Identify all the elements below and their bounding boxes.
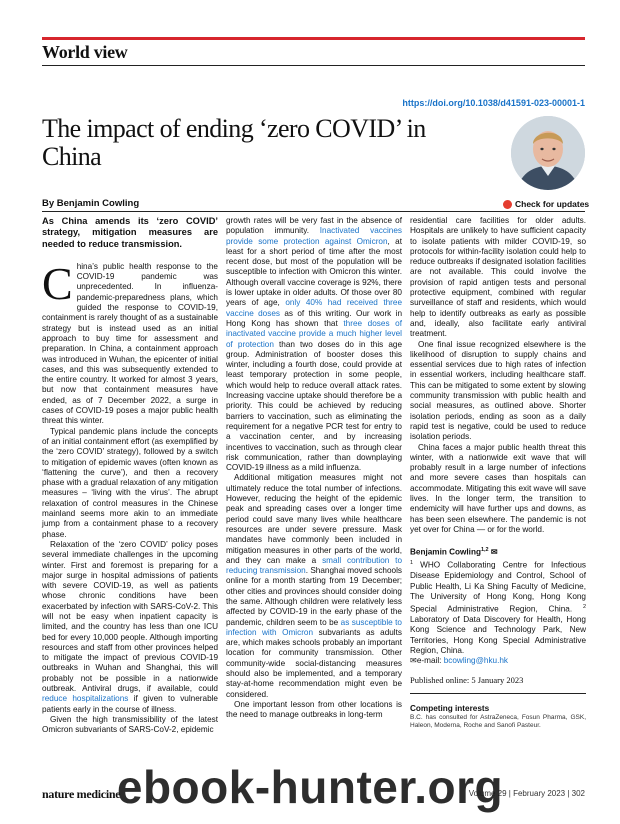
paragraph: China faces a major public health threat this winter, with a nationwide exit wave that will probably result in a large number of infections and more severe cases than hospitals can accommodate. Mitigating this exit wave will save lives. In the longer term, the transition to endemicity will have further ups and downs, as has been seen elsewhere. The pandemic is not yet over for China — or for the world. — [410, 442, 586, 534]
issue-info: Volume 29 | February 2023 | 302 — [468, 789, 585, 798]
header-rule — [42, 65, 585, 66]
inline-link[interactable]: small contribution to reducing transmission — [226, 555, 403, 576]
affiliation-1: $^1$ WHO Collaborating Centre for Infectious Disease Epidemiology and Control, School of Public Health, Li Ka Shing Faculty of Medicine, The University of Hong Kong, Hong Kong Special Administrative Region, China. $^2$ Laboratory of Data Discovery for Health, Hong Kong Science and Technology Park, New Territories, Hong Kong Special Administrative Region, China. — [410, 560, 586, 656]
section-label: World view — [42, 42, 128, 62]
paragraph: Typical pandemic plans include the concepts of an initial containment effort (as exemplified by the ‘zero COVID’ strategy), followed by a switch to mitigation of epidemic waves (often known as ‘flattening the curve’), and then a recovery phase with a gradual relaxation of any mitigation measures – ‘living with the virus’. The abrupt relaxation of control measures in the Chinese mainland seems more akin to an immediate jump from a containment phase to a recovery phase. — [42, 426, 218, 539]
drop-cap: C — [42, 257, 73, 309]
competing-interests-heading: Competing interests — [410, 703, 490, 713]
byline: By Benjamin Cowling — [42, 198, 140, 209]
paragraph: Given the high transmissibility of the latest Omicron subvariants of SARS-CoV-2, epidemic — [42, 714, 218, 735]
email-link[interactable]: bcowling@hku.hk — [443, 656, 509, 666]
paragraph: Relaxation of the ‘zero COVID’ policy poses several immediate challenges in the upcoming winter. First and foremost is preparing for a major surge in hospital admissions of patients with severe COVID-19, as well as patients whose chronic conditions have been exacerbated by infection with SARS-CoV-2. This will not be easy when inpatient capacity is limited, and the country has less than one ICU bed for every 10,000 people. Although importing resources and staff from other provinces helped to mitigate the impact of previous COVID-19 outbreaks in Wuhan and Shanghai, this will probably not be possible in a nationwide outbreak. Antiviral drugs, if available, could reduce hospitalizations if given to vulnerable patients early in the course of illness. — [42, 539, 218, 714]
inline-link[interactable]: reduce hospitalizations — [42, 694, 129, 704]
article-title: The impact of ending ‘zero COVID’ in China — [42, 114, 426, 171]
paragraph: China’s public health response to the COVID-19 pandemic was unprecedented. In influenza-pandemic-preparedness plans, which guided the response to COVID-19, containment is rarely thought of as a sustainable strategy but is instead used as an initial approach to buy time for assessment and preparation. In China, a containment approach was introduced in Wuhan, the epicenter of initial cases, and this was subsequently extended to the entire country. It worked for almost 3 years, but now that containment measures have ended, as of 7 December 2022, a surge in cases of COVID-19 poses a major public health threat this winter. — [42, 257, 218, 426]
paragraph: growth rates will be very fast in the absence of population immunity. Inactivated vaccines provide some protection against Omicron, at least for a short period of time after the most recent dose, but most of the population will be susceptible to infection with Omicron this winter. Although overall vaccine coverage is 92%, there is lower uptake in older adults. Of those over 80 years of age, only 40% had received three vaccine doses as of this writing. Our work in Hong Kong has shown that three doses of inactivated vaccine provide a much higher level of protection than two doses do in this age group. Administration of booster doses this winter, including a fourth dose, could provide at least temporary protection in some people, which would help to reduce overall attack rates. Increasing vaccine uptake should therefore be a priority. This could be achieved by reducing barriers to vaccination, such as eliminating the requirement for a negative PCR test for entry to a vaccination center, and by increasing incentives to vaccination, such as through clear risk communication, rather than downplaying COVID-19 illness as a mild influenza. — [226, 216, 403, 473]
paragraph: One final issue recognized elsewhere is the likelihood of disruption to supply chains and essential services due to high rates of infection in essential workers, including healthcare staff. This can be mitigated to some extent by slowing community transmission with public health and social measures, as outlined above. Shorter isolation periods, ending as soon as a daily rapid test is negative, could be used to reduce isolation periods. — [410, 339, 586, 442]
inline-link[interactable]: as susceptible to infection with Omicron — [226, 617, 402, 637]
author-photo — [511, 116, 585, 190]
paragraph: Additional mitigation measures might not ultimately reduce the total number of infections. However, reducing the height of the epidemic peak and spreading cases over a longer time period could save many lives while healthcare resources are under severe pressure. Mask mandates have commonly been included in mitigation measures in other parts of the world, and they can make a small contribution to reducing transmission. Shanghai moved schools online for a month starting from 19 December; other cities and provinces should consider doing the same. Although children were relatively less affected by COVID-19 in the early phase of the pandemic, children seem to be as susceptible to infection with Omicron subvariants as adults are, which makes schools probably an important location for community transmission. Other community-wide social-distancing measures should also be implemented, and a temporary stay-at-home recommendation might even be considered. — [226, 473, 403, 699]
check-updates-button[interactable] — [503, 199, 589, 209]
author-block — [410, 545, 586, 666]
author-name: Benjamin Cowling$^{1,2}$ ✉ — [410, 547, 498, 557]
column-3 — [410, 216, 586, 730]
published-date: Published online: 5 January 2023 — [410, 674, 524, 685]
inline-link[interactable]: three doses of inactivated vaccine provide a much higher level of protection — [226, 318, 402, 349]
doi-link[interactable]: https://doi.org/10.1038/d41591-023-00001-1 — [402, 98, 585, 108]
standfirst: As China amends its ‘zero COVID’ strategy, mitigation measures are needed to reduce transmission. — [42, 216, 218, 249]
inline-link[interactable]: only 40% had received three vaccine doses — [226, 298, 402, 318]
email-line: ✉e-mail: bcowling@hku.hk — [410, 656, 509, 666]
header-accent-bar — [42, 37, 585, 40]
byline-rule — [42, 211, 585, 212]
check-updates-icon — [503, 200, 512, 209]
divider — [410, 693, 586, 694]
paragraph: One important lesson from other locations is the need to manage outbreaks in long-term — [226, 699, 402, 720]
email-icon: ✉ — [410, 656, 417, 666]
competing-interests-text: B.C. has consulted for AstraZeneca, Fosun Pharma, GSK, Haleon, Moderna, Roche and Sanofi Pasteur. — [410, 714, 586, 730]
column-2 — [226, 216, 402, 721]
column-1 — [42, 216, 218, 736]
watermark: ebook-hunter.org — [116, 761, 504, 813]
inline-link[interactable]: Inactivated vaccines provide some protection against Omicron — [226, 226, 402, 246]
email-icon: ✉ — [490, 547, 498, 557]
paragraph: residential care facilities for older adults. Hospitals are unlikely to have sufficient capacity to isolate patients with milder COVID-19, so protocols for within-facility isolation could help to reduce outbreaks if designated isolation facilities are not available. This could involve the provision of rapid antigen tests and personal protective equipment, combined with regular surveillance of staff and residents, which would help to identify outbreaks as early as possible and, ideally, also facilitate early antiviral treatment. — [410, 216, 586, 339]
journal-logo: nature medicine — [42, 787, 121, 801]
check-updates-label: Check for updates — [515, 199, 590, 209]
